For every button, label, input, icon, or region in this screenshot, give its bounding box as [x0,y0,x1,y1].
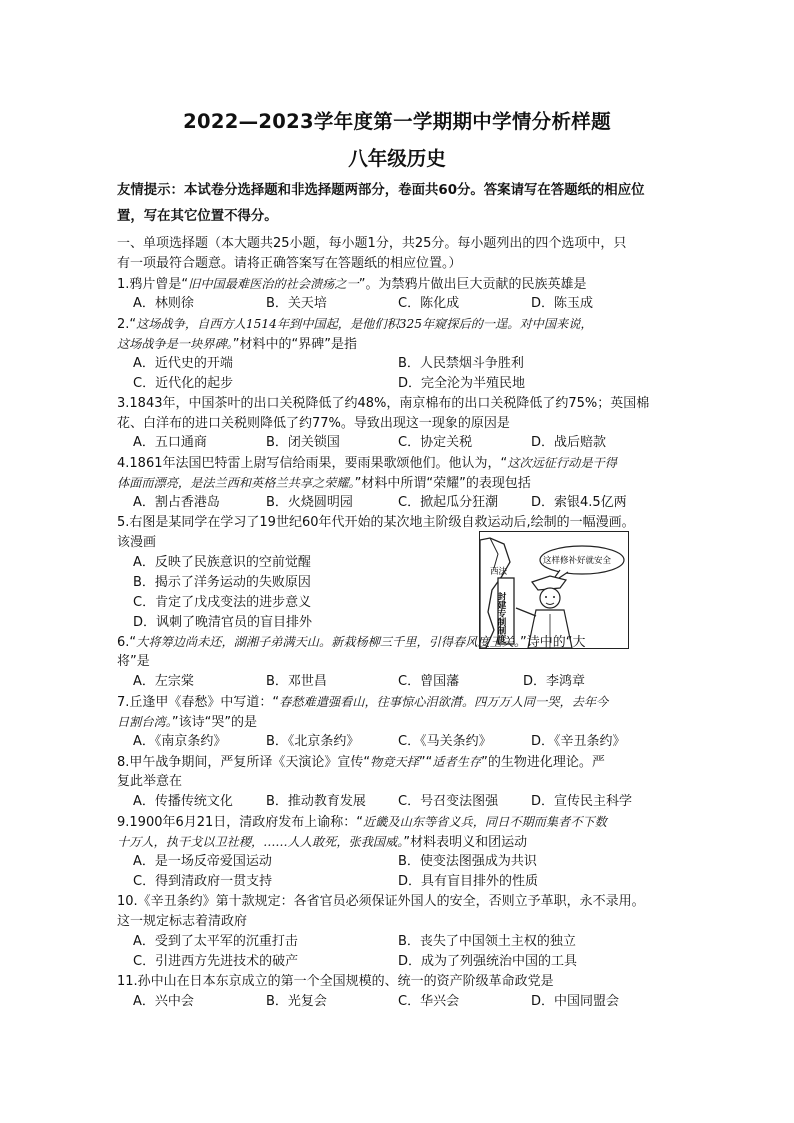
question-10-stem-line-1: 10.《辛丑条约》第十款规定：各省官员必须保证外国人的安全，否则立予革职，永不录用。 [117,894,645,909]
question-6-stem-line-2: 将”是 [117,654,150,669]
question-1-stem: 1.鸦片曾是“旧中国最难医治的社会溃疡之一”。为禁鸦片做出巨大贡献的民族英雄是 [117,277,587,292]
question-8-stem-line-2: 复此举意在 [117,774,183,789]
wall-label: 西法 [490,567,508,577]
question-2-option-d: D．完全沦为半殖民地 [398,376,526,391]
question-11-option-d: D．中国同盟会 [531,994,620,1009]
question-11-option-a: A．兴中会 [133,994,194,1009]
question-2-stem-line-1: 2.“这场战争，自西方人1514年到中国起，是他们积325年窥探后的一逞。对中国来说， [117,317,593,332]
question-11-stem: 11.孙中山在日本东京成立的第一个全国规模的、统一的资产阶级革命政党是 [117,974,554,989]
section-heading-line-2: 有一项最符合题意。请将正确答案写在答题纸的相应位置。） [117,256,462,271]
question-1-option-a: A．林则徐 [133,296,194,311]
question-1-option-c: C．陈化成 [398,296,460,311]
question-5-option-a: A．反映了民族意识的空前觉醒 [133,555,311,570]
question-8-option-c: C．号召变法图强 [398,794,499,809]
question-8-stem-line-1: 8.甲午战争期间，严复所译《天演论》宣传“物竞天择”“适者生存”的生物进化理论。严 [117,755,605,770]
cartoon-drawing [480,532,628,648]
question-10-option-c: C．引进西方先进技术的破产 [133,954,299,969]
question-4-option-a: A．割占香港岛 [133,495,220,510]
question-9-option-c: C．得到清政府一贯支持 [133,874,273,889]
wall-crack [490,538,498,568]
question-8-option-d: D．宣传民主科学 [531,794,633,809]
question-7-option-d: D．《辛丑条约》 [531,734,626,749]
question-1-option-b: B．关天培 [266,296,327,311]
question-5-option-c: C．肯定了戊戌变法的进步意义 [133,595,312,610]
question-4-option-b: B．火烧圆明园 [266,495,353,510]
official-eye-right [553,596,555,598]
question-10-option-d: D．成为了列强统治中国的工具 [398,954,578,969]
question-2-stem-line-2: 这场战争是一块界碑。”材料中的“界碑”是指 [117,337,357,352]
question-6-option-d: D．李鸿章 [523,674,586,689]
question-1-option-d: D．陈玉成 [531,296,594,311]
official-arm [516,608,536,616]
question-9-option-a: A．是一场反帝爱国运动 [133,854,272,869]
section-heading-line-1: 一、单项选择题（本大题共25小题，每小题1分，共25分。每小题列出的四个选项中，只 [117,236,627,251]
question-6-option-a: A．左宗棠 [133,674,194,689]
question-7-option-c: C．《马关条约》 [398,734,492,749]
question-7-stem-line-1: 7.丘逢甲《春愁》中写道：“春愁难遣强看山，往事惊心泪欲潸。四万万人同一哭，去年今 [117,695,609,710]
question-5-stem-line-1: 5.右图是某同学在学习了19世纪60年代开始的某次地主阶级自救运动后,绘制的一幅漫画。 [117,515,635,530]
question-6-option-c: C．曾国藩 [398,674,460,689]
question-5-option-b: B．揭示了洋务运动的失败原因 [133,575,311,590]
question-7-option-b: B．《北京条约》 [266,734,360,749]
question-9-option-d: D．具有盲目排外的性质 [398,874,539,889]
question-7-option-a: A．《南京条约》 [133,734,227,749]
question-10-option-a: A．受到了太平军的沉重打击 [133,934,298,949]
official-eye-left [545,596,547,598]
exam-subtitle: 八年级历史 [348,147,446,170]
speech-bubble-text: 这样修补好就安全 [543,556,612,566]
question-2-option-a: A．近代史的开端 [133,356,233,371]
question-10-option-b: B．丧失了中国领土主权的独立 [398,934,576,949]
exam-title: 2022—2023学年度第一学期期中学情分析样题 [183,110,611,133]
question-3-option-d: D．战后赔款 [531,435,607,450]
question-7-stem-line-2: 日割台湾。”该诗“哭”的是 [117,715,258,730]
question-4-stem-line-1: 4.1861年法国巴特雷上尉写信给雨果，要雨果歌颂他们。他认为，“这次远征行动是干得 [117,456,617,471]
question-2-option-b: B．人民禁烟斗争胜利 [398,356,524,371]
question-4-option-c: C．掀起瓜分狂潮 [398,495,499,510]
question-9-option-b: B．使变法图强成为共识 [398,854,537,869]
question-6-option-b: B．邓世昌 [266,674,327,689]
question-10-stem-line-2: 这一规定标志着清政府 [117,914,248,929]
question-4-option-d: D．索银4.5亿两 [531,495,627,510]
question-5-option-d: D．讽刺了晚清官员的盲目排外 [133,615,313,630]
question-9-stem-line-1: 9.1900年6月21日，清政府发布上谕称：“近畿及山东等省义兵，同日不期而集者不下数 [117,815,607,830]
question-3-option-b: B．闭关锁国 [266,435,340,450]
tip-line-2: 置，写在其它位置不得分。 [117,209,278,224]
question-11-option-c: C．华兴会 [398,994,460,1009]
question-3-option-c: C．协定关税 [398,435,473,450]
question-2-option-c: C．近代化的起步 [133,376,234,391]
question-8-option-b: B．推动教育发展 [266,794,366,809]
question-11-option-b: B．光复会 [266,994,327,1009]
question-3-option-a: A．五口通商 [133,435,207,450]
question-4-stem-line-2: 体面而漂亮，是法兰西和英格兰共享之荣耀。”材料中所谓“荣耀”的表现包括 [117,476,531,491]
friendly-tip [117,178,687,230]
scroll-label: 封建专制制度 [496,592,506,643]
question-3-stem-line-2: 花、白洋布的进口关税则降低了约77%。导致出现这一现象的原因是 [117,416,510,431]
question-5-stem-line-2: 该漫画 [117,535,157,550]
question-8-option-a: A．传播传统文化 [133,794,233,809]
question-9-stem-line-2: 十万人，执干戈以卫社稷，……人人敢死，张我国威。”材料表明义和团运动 [117,835,528,850]
tip-line-1: 友情提示：本试卷分选择题和非选择题两部分，卷面共60分。答案请写在答题纸的相应位 [117,183,645,198]
question-6-stem-line-1: 6.“大将筹边尚未还，湖湘子弟满天山。新栽杨柳三千里，引得春风度玉关。”诗中的“大 [117,635,586,650]
question-3-stem-line-1: 3.1843年，中国茶叶的出口关税降低了约48%，南京棉布的出口关税降低了约75%；英国棉 [117,396,650,411]
